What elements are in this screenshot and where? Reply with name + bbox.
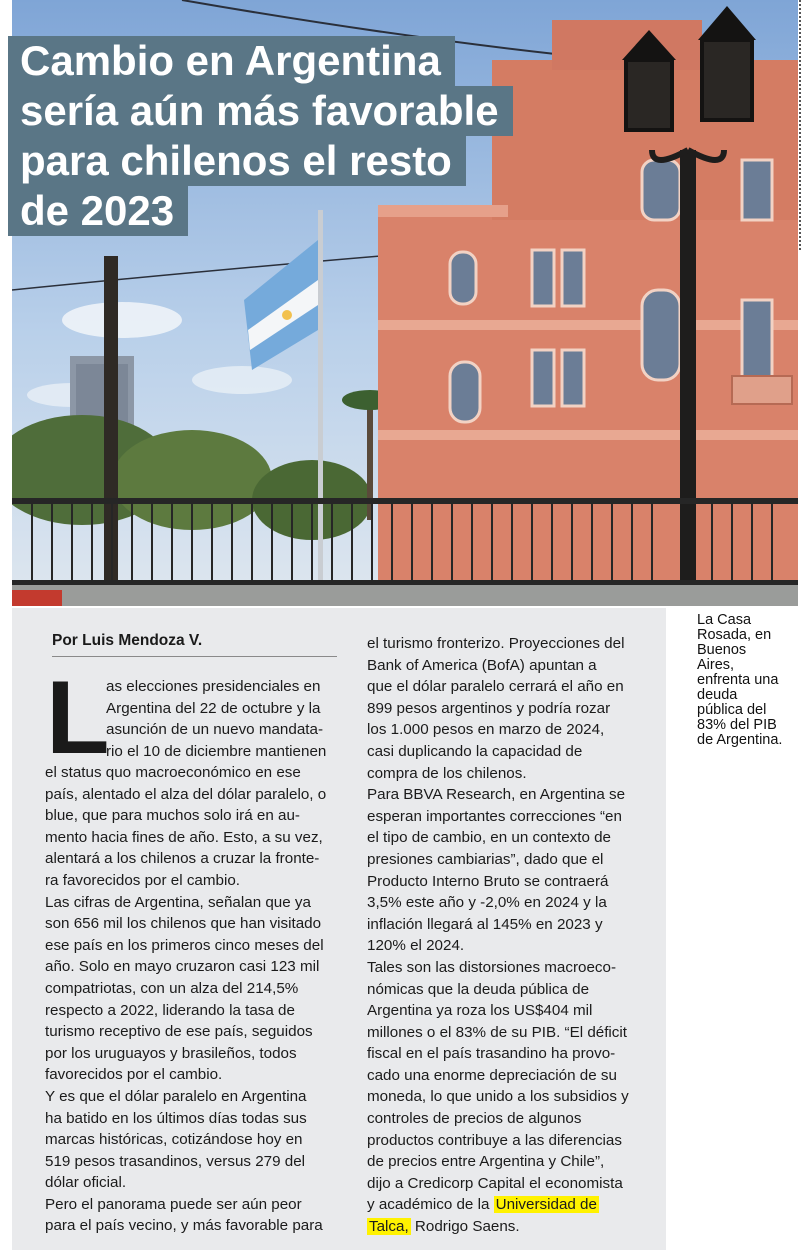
text-line: dijo a Credicorp Capital el economista bbox=[367, 1174, 623, 1192]
caption-line: de Argentina. bbox=[697, 732, 783, 748]
text-line: respecto a 2022, liderando la tasa de bbox=[45, 1001, 295, 1019]
text-line: productos contribuye a las diferencias bbox=[367, 1131, 622, 1149]
text-line: millones o el 83% de su PIB. “El déficit bbox=[367, 1023, 627, 1041]
text-line: Las cifras de Argentina, señalan que ya bbox=[45, 893, 311, 911]
text-line: 120% el 2024. bbox=[367, 937, 465, 955]
drop-cap: L bbox=[46, 660, 110, 776]
text-line: Bank of America (BofA) apuntan a bbox=[367, 656, 597, 674]
text-line: 519 pesos trasandinos, versus 279 del bbox=[45, 1152, 306, 1170]
text-line: blue, que para muchos solo irá en au- bbox=[45, 807, 300, 825]
text-line: Producto Interno Bruto se contraerá bbox=[367, 872, 609, 890]
text-line: de precios entre Argentina y Chile”, bbox=[367, 1153, 605, 1171]
text-line: alentará a los chilenos a cruzar la fronte- bbox=[45, 850, 320, 868]
text-segment: y académico de la bbox=[367, 1196, 494, 1214]
caption-line: deuda bbox=[697, 687, 738, 703]
text-line: 3,5% este año y -2,0% en 2024 y la bbox=[367, 894, 607, 912]
text-line: los 1.000 pesos en marzo de 2024, bbox=[367, 721, 605, 739]
text-line: marcas históricas, cotizándose hoy en bbox=[45, 1131, 303, 1149]
headline-line-4: de 2023 bbox=[8, 186, 188, 236]
column-2 bbox=[367, 633, 629, 1238]
text-line: ese país en los primeros cinco meses del bbox=[45, 936, 324, 954]
text-line: moneda, lo que unido a los subsidios y bbox=[367, 1088, 629, 1106]
headline-line-3: para chilenos el resto bbox=[8, 136, 466, 186]
text-line: inflación llegará al 145% en 2023 y bbox=[367, 915, 603, 933]
text-line: que el dólar paralelo cerrará el año en bbox=[367, 678, 624, 696]
headline-line-2: sería aún más favorable bbox=[8, 86, 513, 136]
dotted-border bbox=[799, 0, 801, 250]
text-line: 899 pesos argentinos y podría rozar bbox=[367, 699, 611, 717]
text-line: son 656 mil los chilenos que han visitado bbox=[45, 915, 322, 933]
text-line: ha batido en los últimos días todas sus bbox=[45, 1109, 307, 1127]
text-line: mento hacia fines de año. Esto, a su vez, bbox=[45, 828, 323, 846]
byline: Por Luis Mendoza V. bbox=[52, 632, 337, 657]
text-line: compra de los chilenos. bbox=[367, 764, 527, 782]
column-1-indented bbox=[106, 676, 326, 762]
column-1 bbox=[45, 762, 326, 1237]
text-line: compatriotas, con un alza del 214,5% bbox=[45, 979, 299, 997]
text-line: asunción de un nuevo mandata- bbox=[106, 721, 324, 739]
text-line: rio el 10 de diciembre mantienen bbox=[106, 742, 327, 760]
caption-line: Rosada, en bbox=[697, 627, 772, 643]
text-line: ra favorecidos por el cambio. bbox=[45, 871, 240, 889]
text-segment: Rodrigo Saens. bbox=[410, 1218, 520, 1236]
caption-line: Aires, bbox=[697, 657, 735, 673]
text-line: controles de precios de algunos bbox=[367, 1110, 582, 1128]
text-line: año. Solo en mayo cruzaron casi 123 mil bbox=[45, 958, 320, 976]
text-line: Pero el panorama puede ser aún peor bbox=[45, 1195, 302, 1213]
text-line: turismo receptivo de ese país, seguidos bbox=[45, 1023, 313, 1041]
text-line bbox=[367, 1216, 629, 1238]
text-line: as elecciones presidenciales en bbox=[106, 678, 321, 695]
text-line: Y es que el dólar paralelo en Argentina bbox=[45, 1087, 307, 1105]
article-body bbox=[12, 608, 666, 1250]
text-line: país, alentado el alza del dólar paralelo, o bbox=[45, 785, 327, 803]
headline bbox=[8, 36, 513, 236]
text-line: nómicas que la deuda pública de bbox=[367, 980, 590, 998]
caption-line: 83% del PIB bbox=[697, 717, 777, 733]
text-line: fiscal en el país trasandino ha provo- bbox=[367, 1045, 616, 1063]
text-line: dólar oficial. bbox=[45, 1174, 127, 1192]
text-line: Para BBVA Research, en Argentina se bbox=[367, 786, 626, 804]
highlighted-text: Universidad de bbox=[495, 1196, 597, 1214]
text-line: el status quo macroeconómico en ese bbox=[45, 764, 301, 781]
caption-line: Buenos bbox=[697, 642, 747, 658]
text-line: Argentina ya roza los US$404 mil bbox=[367, 1002, 593, 1020]
text-line bbox=[367, 1194, 629, 1216]
text-line: por los uruguayos y brasileños, todos bbox=[45, 1044, 297, 1062]
text-line: presiones cambiarias”, dado que el bbox=[367, 850, 604, 868]
photo-caption bbox=[697, 613, 797, 748]
headline-line-1: Cambio en Argentina bbox=[8, 36, 455, 86]
text-line: para el país vecino, y más favorable para bbox=[45, 1217, 323, 1235]
caption-line: pública del bbox=[697, 702, 767, 718]
caption-line: enfrenta una bbox=[697, 672, 779, 688]
text-line: casi duplicando la capacidad de bbox=[367, 742, 583, 760]
text-line: favorecidos por el cambio. bbox=[45, 1066, 223, 1084]
text-line: el turismo fronterizo. Proyecciones del bbox=[367, 635, 625, 652]
text-line: esperan importantes correcciones “en bbox=[367, 807, 622, 825]
caption-line: La Casa bbox=[697, 612, 752, 628]
highlighted-text: Talca, bbox=[369, 1218, 409, 1236]
text-line: Tales son las distorsiones macroeco- bbox=[367, 958, 617, 976]
text-line: Argentina del 22 de octubre y la bbox=[106, 699, 321, 717]
text-line: el tipo de cambio, en un contexto de bbox=[367, 829, 612, 847]
text-line: cado una enorme depreciación de su bbox=[367, 1066, 617, 1084]
